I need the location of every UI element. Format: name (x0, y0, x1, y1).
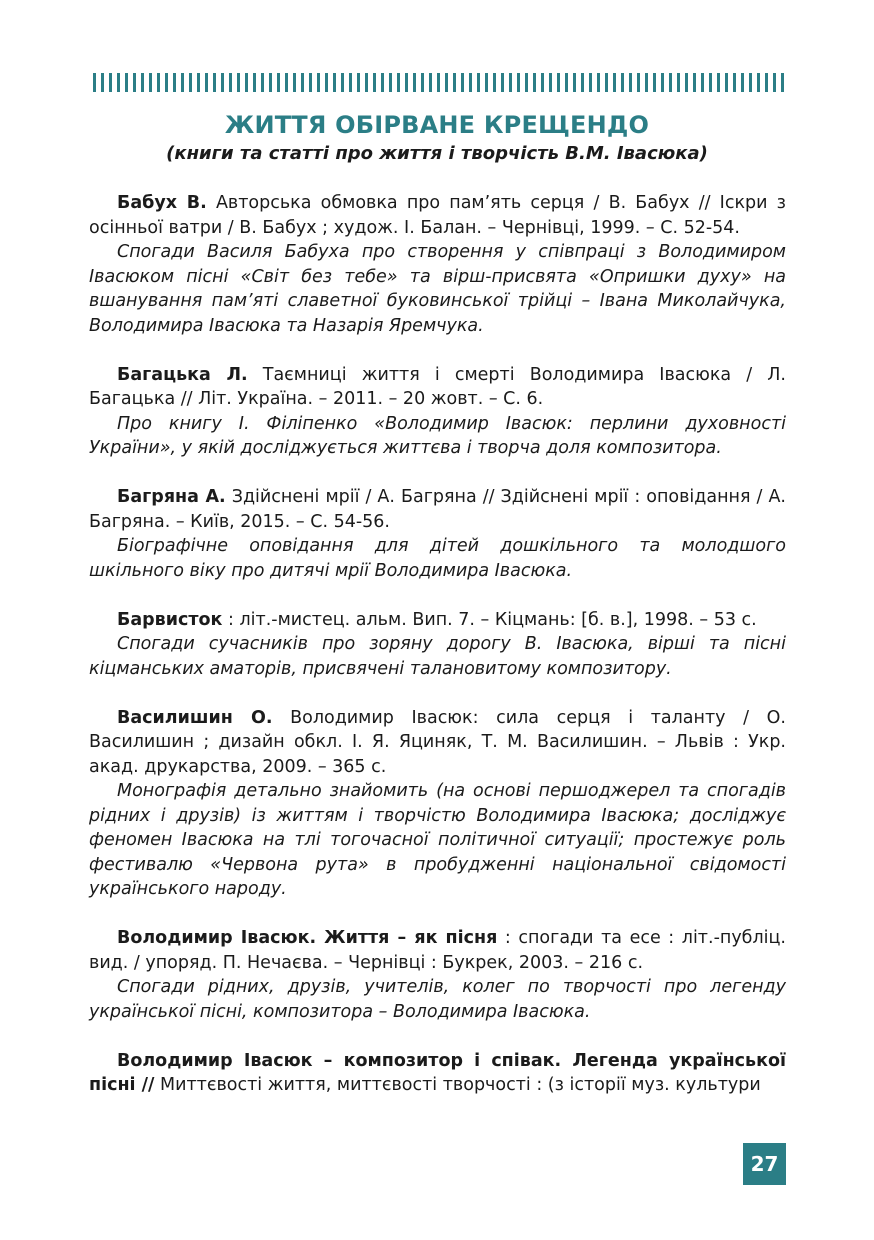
entry-citation (89, 363, 786, 412)
entry-citation-text: Авторська обмовка про пам’ять серця / В. Бабух // Іскри з осінньої ватри / В. Бабух ; худож. І. Балан. – Чернівці, 1999. – С. 52-54. (89, 193, 786, 238)
entry-citation-text: Володимир Івасюк: сила серця і таланту / О. Василишин ; дизайн обкл. І. Я. Яциняк, Т. М. Василишин. – Львів : Укр. акад. друкарства, 2009. – 365 с. (89, 707, 786, 777)
entry-citation (89, 706, 786, 780)
entry-citation (89, 485, 786, 534)
entry-author: Багряна А. (117, 487, 226, 507)
entry-annotation: Про книгу І. Філіпенко «Володимир Івасюк: перлини духовності України», у якій досліджується життєва і творча доля композитора. (89, 413, 786, 458)
entry-citation (89, 608, 786, 633)
entry-citation (89, 926, 786, 975)
entry-citation-text: Миттєвості життя, миттєвості творчості : (з історії муз. культури (154, 1075, 761, 1095)
bibliography-entry (89, 363, 786, 461)
bibliography-entry (89, 1049, 786, 1098)
entry-author: Василишин О. (117, 707, 273, 728)
entry-annotation: Спогади Василя Бабуха про створення у співпраці з Володимиром Івасюком пісні «Світ без тебе» та вірш-присвята «Опришки духу» на вшанування пам’яті славетної буковинської трійці – Івана Миколайчука, Володимира Івасюка та Назарія Яремчука. (89, 242, 786, 336)
entry-annotation: Спогади рідних, друзів, учителів, колег по творчості про легенду української пісні, композитора – Володимира Івасюка. (89, 977, 786, 1022)
entry-annotation: Монографія детально знайомить (на основі першоджерел та спогадів рідних і друзів) із життям і творчістю Володимира Івасюка; досліджує феномен Івасюка на тлі тогочасної політичної ситуації; простежує роль фестивалю «Червона рута» в пробудженні національної свідомості українського народу. (89, 781, 786, 899)
entry-citation (89, 1049, 786, 1098)
bibliography-entry (89, 191, 786, 338)
entry-citation-text: Здійснені мрії / А. Багряна // Здійснені мрії : оповідання / А. Багряна. – Київ, 2015. – С. 54-56. (89, 487, 786, 532)
page-subtitle: (книги та статті про життя і творчість В.М. Івасюка) (166, 143, 708, 164)
entry-citation-text: Таємниці життя і смерті Володимира Івасюка / Л. Багацька // Літ. Україна. – 2011. – 20 жовт. – С. 6. (89, 364, 786, 409)
entry-author: Володимир Івасюк. Життя – як пісня (117, 928, 498, 948)
bibliography-entry (89, 608, 786, 682)
entry-citation-text: : літ.-мистец. альм. Вип. 7. – Кіцмань: [б. в.], 1998. – 53 с. (222, 609, 757, 630)
bibliography-entry (89, 926, 786, 1024)
entry-annotation: Біографічне оповідання для дітей дошкільного та молодшого шкільного віку про дитячі мрії Володимира Івасюка. (89, 536, 786, 581)
entry-citation-text: : спогади та есе : літ.-публіц. вид. / упоряд. П. Нечаєва. – Чернівці : Букрек, 2003. – 216 с. (89, 928, 786, 973)
bibliography-entry (89, 485, 786, 583)
bibliography-entry (89, 706, 786, 902)
entry-annotation: Спогади сучасників про зоряну дорогу В. Івасюка, вірші та пісні кіцманських аматорів, присвячені талановитому композитору. (89, 634, 786, 679)
decorative-bar-rule (93, 73, 785, 92)
entry-author: Багацька Л. (117, 364, 248, 385)
entry-author: Бабух В. (117, 193, 207, 213)
bibliography-list (89, 191, 786, 1122)
page-title: ЖИТТЯ ОБІРВАНЕ КРЕЩЕНДО (224, 111, 650, 139)
entry-author: Барвисток (117, 609, 223, 630)
entry-citation (89, 191, 786, 240)
entry-author: Володимир Івасюк – композитор і співак. Легенда української пісні // (89, 1050, 786, 1095)
page-number: 27 (743, 1143, 786, 1185)
